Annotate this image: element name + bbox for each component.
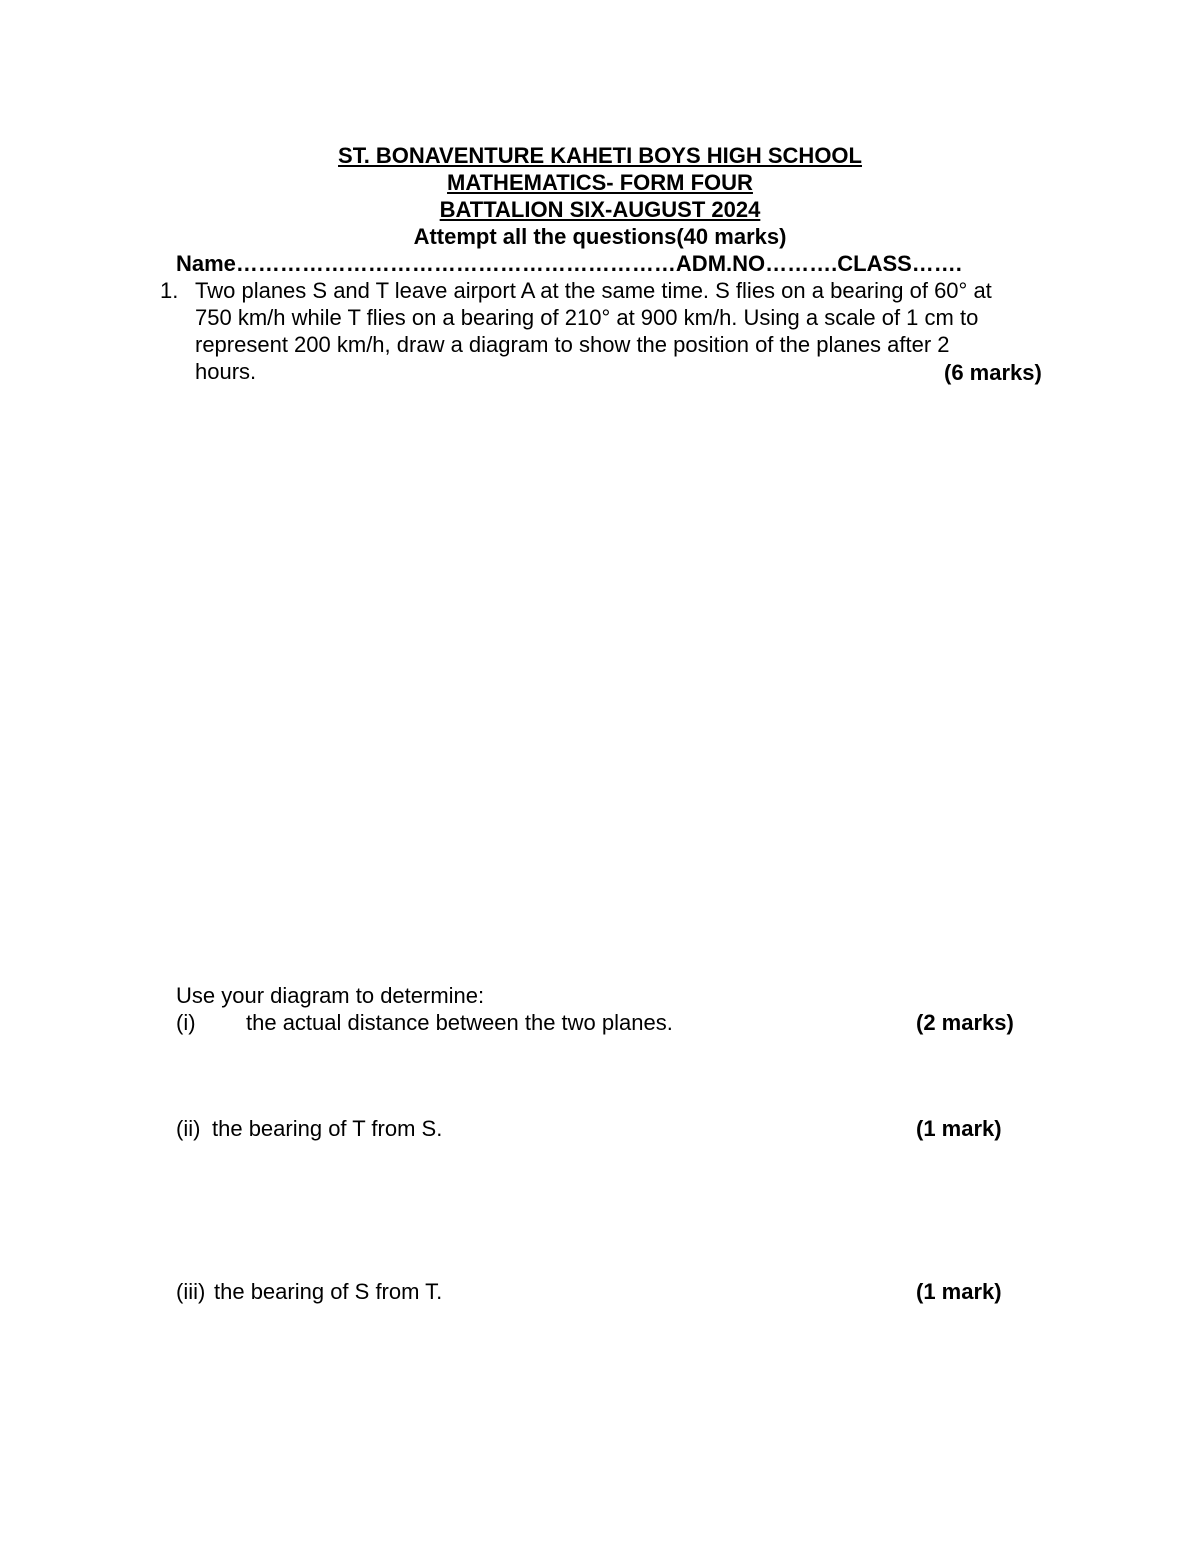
part-i-label: (i) (176, 1010, 196, 1035)
followup-intro: Use your diagram to determine: (176, 983, 485, 1008)
student-details-line: Name……………………………………………………ADM.NO……….CLASS……. (176, 251, 962, 276)
question-line: 750 km/h while T flies on a bearing of 210° at 900 km/h. Using a scale of 1 cm to (195, 305, 979, 330)
instructions: Attempt all the questions(40 marks) (413, 224, 787, 249)
part-iii-label: (iii) (176, 1279, 206, 1304)
part-ii-text: the bearing of T from S. (212, 1116, 443, 1141)
part-iii-marks: (1 mark) (916, 1279, 1002, 1304)
question-text (195, 277, 1055, 385)
question-line: Two planes S and T leave airport A at the same time. S flies on a bearing of 60° at (195, 278, 992, 303)
part-ii-label: (ii) (176, 1116, 201, 1141)
question-line: represent 200 km/h, draw a diagram to show the position of the planes after 2 (195, 332, 950, 357)
exam-title: BATTALION SIX-AUGUST 2024 (439, 197, 761, 222)
question-number: 1. (160, 278, 179, 303)
part-ii-marks: (1 mark) (916, 1116, 1002, 1141)
part-i-marks: (2 marks) (916, 1010, 1014, 1035)
part-iii-text: the bearing of S from T. (214, 1279, 443, 1304)
school-title: ST. BONAVENTURE KAHETI BOYS HIGH SCHOOL (338, 143, 862, 168)
question-marks: (6 marks) (944, 360, 1042, 385)
question-line: hours. (195, 359, 257, 384)
subject-title: MATHEMATICS- FORM FOUR (447, 170, 753, 195)
part-i-text: the actual distance between the two planes. (246, 1010, 673, 1035)
